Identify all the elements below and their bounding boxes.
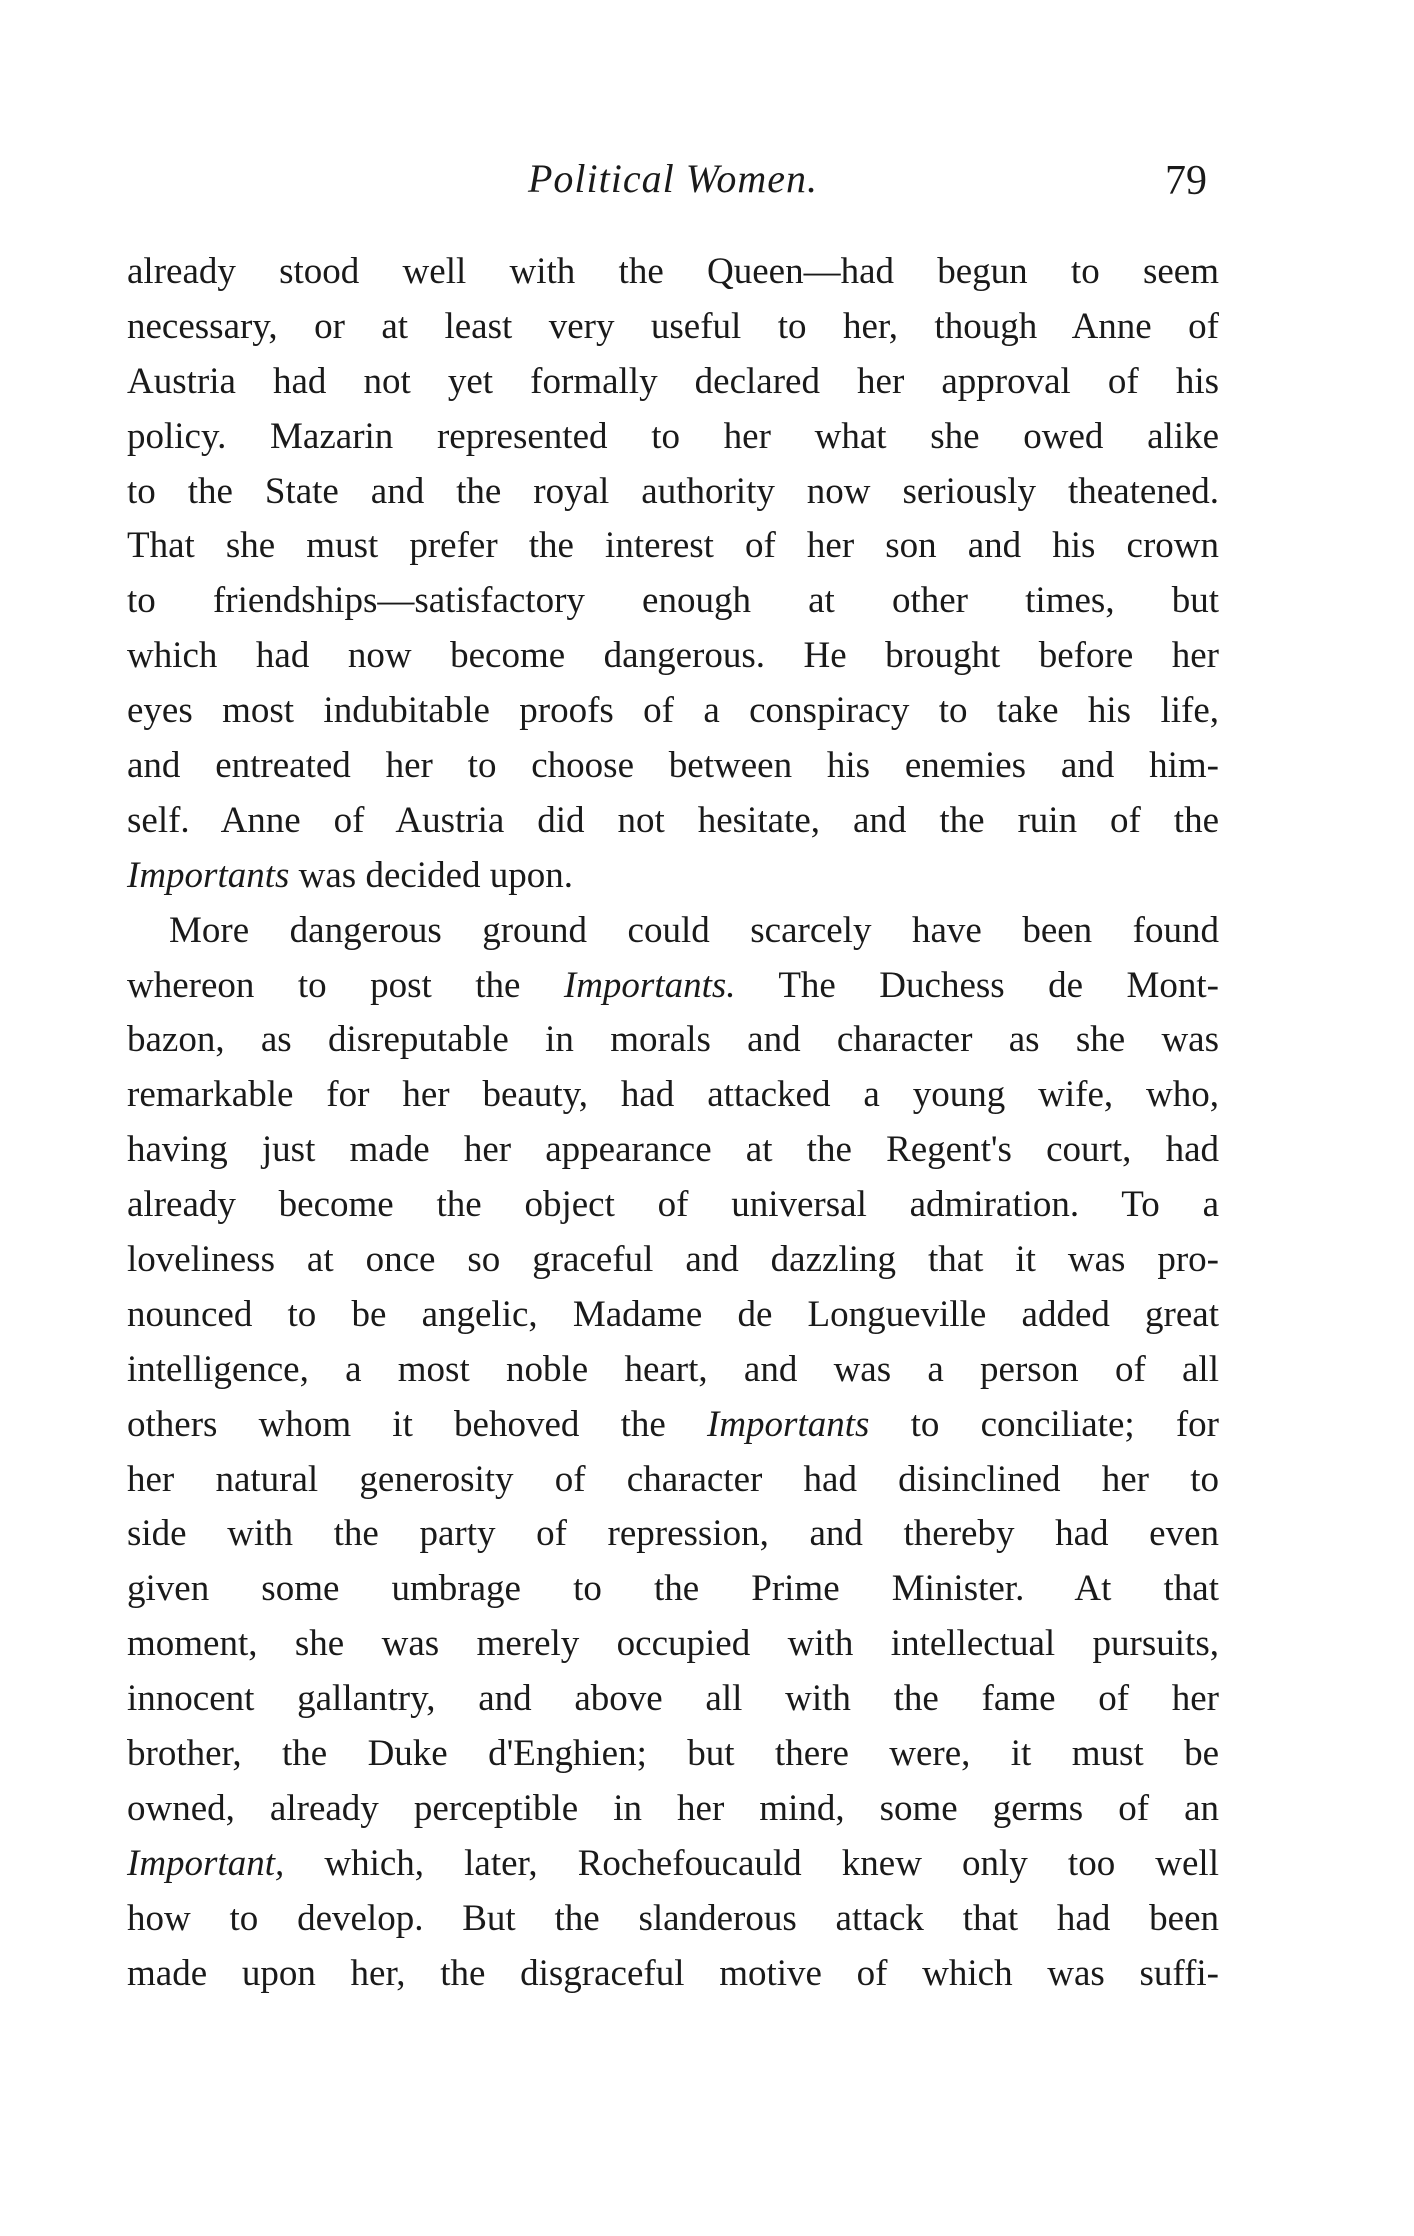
text-line [127,1672,1219,1727]
text-segment: policy. Mazarin represented to her what she owed alike [127,415,1219,457]
text-segment: and entreated her to choose between his enemies and him- [127,745,1219,787]
text-line [127,1398,1219,1453]
text-line [127,574,1219,629]
text-line [127,1288,1219,1343]
text-segment: whereon to post the [127,964,564,1006]
text-segment: which, later, Rochefoucauld knew only too well [284,1842,1219,1884]
text-segment: made upon her, the disgraceful motive of which was suffi- [127,1952,1219,1994]
text-segment: More dangerous ground could scarcely have been found [169,909,1219,951]
text-segment: The Duchess de Mont- [735,964,1219,1006]
text-segment: bazon, as disreputable in morals and character as she was [127,1019,1219,1061]
running-title: Political Women. [527,156,819,201]
text-segment: already stood well with the Queen—had begun to seem [127,251,1219,292]
text-segment: innocent gallantry, and above all with the fame of her [127,1678,1219,1720]
text-segment: nounced to be angelic, Madame de Longueville added great [127,1293,1219,1335]
text-segment: necessary, or at least very useful to her, though Anne of [127,305,1219,347]
text-segment: to the State and the royal authority now seriously theatened. [127,470,1219,512]
body-text [127,245,1219,2002]
text-segment: to conciliate; for [869,1403,1219,1445]
text-line [127,355,1219,410]
text-line [127,245,1219,300]
text-line [127,1123,1219,1178]
text-segment: was decided upon. [289,854,573,896]
text-line [127,1507,1219,1562]
text-line [127,1892,1219,1947]
text-segment: having just made her appearance at the Regent's court, had [127,1129,1219,1171]
text-line [127,849,1219,904]
text-line [127,300,1219,355]
text-segment: already become the object of universal admiration. To a [127,1184,1219,1226]
italic-text: Important, [127,1842,285,1884]
text-line [127,1068,1219,1123]
text-line [127,1343,1219,1398]
text-segment: loveliness at once so graceful and dazzling that it was pro- [127,1239,1219,1281]
text-segment: her natural generosity of character had disinclined her to [127,1458,1219,1500]
text-segment: side with the party of repression, and thereby had even [127,1513,1219,1555]
text-line [127,629,1219,684]
text-line [127,519,1219,574]
text-segment: intelligence, a most noble heart, and was a person of all [127,1348,1219,1390]
text-line [127,1178,1219,1233]
text-segment: That she must prefer the interest of her son and his crown [127,525,1219,567]
text-line [127,1837,1219,1892]
italic-text: Importants. [563,964,736,1006]
text-line [127,739,1219,794]
text-segment: owned, already perceptible in her mind, some germs of an [127,1787,1219,1829]
text-line [127,1013,1219,1068]
text-line [127,1617,1219,1672]
text-segment: remarkable for her beauty, had attacked a young wife, who, [127,1074,1219,1116]
page-header [127,155,1219,215]
text-segment: moment, she was merely occupied with intellectual pursuits, [127,1623,1219,1665]
text-segment: given some umbrage to the Prime Minister. At that [127,1568,1219,1610]
page-number: 79 [1165,158,1207,204]
text-line [127,904,1219,959]
text-line [127,1947,1219,2002]
text-segment: to friendships—satisfactory enough at other times, but [127,580,1219,622]
text-line [127,1233,1219,1288]
italic-text: Importants [127,854,290,896]
text-line [127,465,1219,520]
text-line [127,794,1219,849]
text-segment: which had now become dangerous. He brought before her [127,635,1219,677]
text-segment: brother, the Duke d'Enghien; but there were, it must be [127,1733,1219,1775]
text-line [127,1453,1219,1508]
text-segment: others whom it behoved the [127,1403,707,1445]
text-segment: Austria had not yet formally declared her approval of his [127,360,1219,402]
text-line [127,684,1219,739]
text-line [127,1727,1219,1782]
text-segment: how to develop. But the slanderous attack that had been [127,1897,1219,1939]
text-line [127,410,1219,465]
text-segment: eyes most indubitable proofs of a conspiracy to take his life, [127,690,1219,732]
text-line [127,959,1219,1014]
text-line [127,1562,1219,1617]
italic-text: Importants [707,1403,870,1445]
text-segment: self. Anne of Austria did not hesitate, and the ruin of the [127,799,1219,841]
text-line [127,1782,1219,1837]
